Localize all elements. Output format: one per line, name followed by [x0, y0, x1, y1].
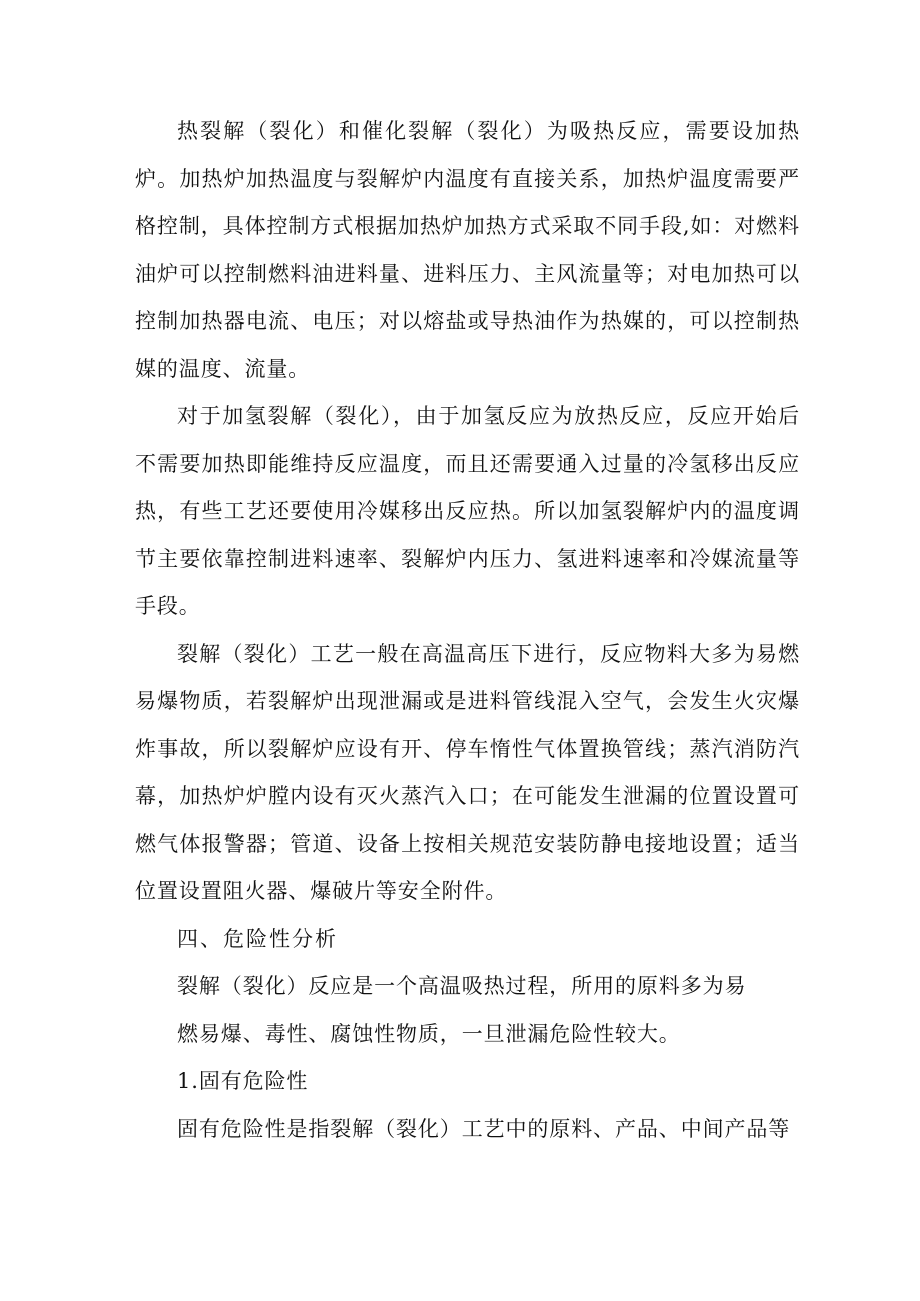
paragraph-safety-measures: 裂解（裂化）工艺一般在高温高压下进行，反应物料大多为易燃易爆物质，若裂解炉出现泄漏或是进料管线混入空气，会发生火灾爆炸事故，所以裂解炉应设有开、停车惰性气体置换管线；蒸汽消防汽幕，加热炉炉膛内设有灭火蒸汽入口；在可能发生泄漏的位置设置可燃气体报警器；管道、设备上按相关规范安装防静电接地设置；适当位置设置阻火器、爆破片等安全附件。	[135, 641, 800, 903]
paragraph-hydrocracking: 对于加氢裂解（裂化），由于加氢反应为放热反应，反应开始后不需要加热即能维持反应温度，而且还需要通入过量的冷氢移出反应热，有些工艺还要使用冷媒移出反应热。所以加氢裂解炉内的温度调节主要依靠控制进料速率、裂解炉内压力、氢进料速率和冷媒流量等手段。	[135, 404, 800, 618]
analysis-line-2: 燃易爆、毒性、腐蚀性物质，一旦泄漏危险性较大。	[177, 1021, 681, 1046]
paragraph-heating-furnace: 热裂解（裂化）和催化裂解（裂化）为吸热反应，需要设加热炉。加热炉加热温度与裂解炉内温度有直接关系，加热炉温度需要严格控制，具体控制方式根据加热炉加热方式采取不同手段,如：对燃料油炉可以控制燃料油进料量、进料压力、主风流量等；对电加热可以控制加热器电流、电压；对以熔盐或导热油作为热媒的，可以控制热媒的温度、流量。	[135, 119, 800, 381]
paragraph-inherent-risk: 固有危险性是指裂解（裂化）工艺中的原料、产品、中间产品等	[177, 1116, 791, 1141]
document-body	[135, 108, 800, 1153]
section-heading: 四、危险性分析	[177, 926, 338, 951]
analysis-line-1: 裂解（裂化）反应是一个高温吸热过程，所用的原料多为易	[177, 974, 747, 998]
subheading-inherent-risk: 1.固有危险性	[177, 1069, 309, 1093]
